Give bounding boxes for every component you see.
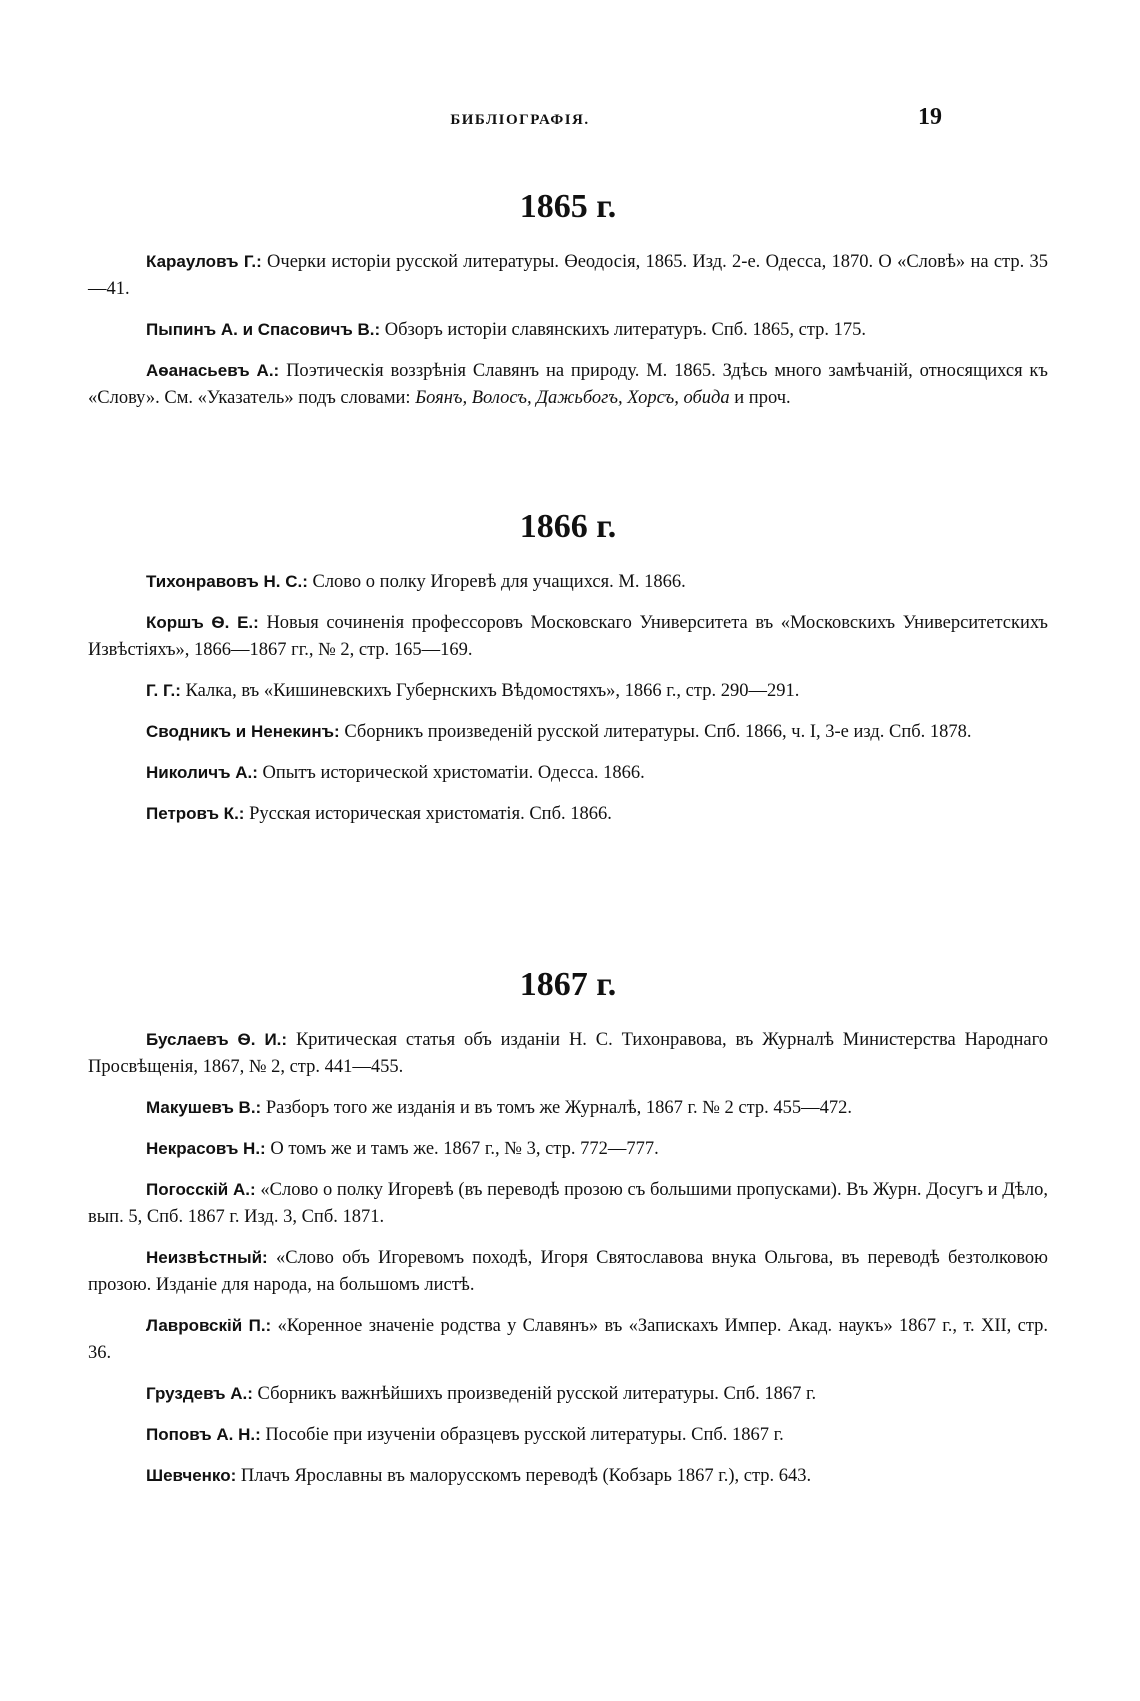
entry-author: Неизвѣстный: [146, 1248, 268, 1267]
entry-text: Сборникъ важнѣйшихъ произведеній русской литературы. Спб. 1867 г. [257, 1384, 817, 1404]
entry-text: Опытъ исторической христоматіи. Одесса. 1866. [262, 763, 645, 783]
entry-author: Поповъ А. Н.: [146, 1425, 261, 1444]
entry-author: Сводникъ и Ненекинъ: [146, 722, 340, 741]
bibliography-entry [88, 1176, 1048, 1231]
entry-author: Аѳанасьевъ А.: [146, 361, 280, 380]
entry-author: Некрасовъ Н.: [146, 1139, 266, 1158]
entry-author: Тихонравовъ Н. С.: [146, 572, 308, 591]
section-1867 [88, 966, 1048, 1503]
bibliography-entry [88, 759, 1048, 787]
bibliography-entry [88, 248, 1048, 303]
entry-tail: и проч. [734, 388, 791, 408]
entry-author: Шевченко: [146, 1466, 237, 1485]
bibliography-entry [88, 800, 1048, 828]
entry-author: Николичъ А.: [146, 763, 258, 782]
entry-text: Калка, въ «Кишиневскихъ Губернскихъ Вѣдомостяхъ», 1866 г., стр. 290—291. [185, 681, 800, 701]
section-year-heading: 1867 г. [519, 966, 617, 1003]
bibliography-entry [88, 1421, 1048, 1449]
entry-author: Г. Г.: [146, 681, 181, 700]
bibliography-entry [88, 609, 1048, 664]
entry-text: «Слово о полку Игоревѣ (въ переводѣ прозою съ большими пропусками). Въ Журн. Досугъ и Дѣло, вып. 5, Спб. 1867 г. Изд. 3, Спб. 1871. [88, 1180, 1048, 1227]
bibliography-entry [88, 1026, 1048, 1081]
entry-text: Русская историческая христоматія. Спб. 1866. [249, 804, 612, 824]
bibliography-entry [88, 1094, 1048, 1122]
entry-author: Пыпинъ А. и Спасовичъ В.: [146, 320, 381, 339]
bibliography-entry [88, 568, 1048, 596]
bibliography-entry [88, 1312, 1048, 1367]
entry-text: Слово о полку Игоревѣ для учащихся. М. 1866. [312, 572, 686, 592]
entry-author: Коршъ Ѳ. Е.: [146, 613, 259, 632]
bibliography-entry [88, 1135, 1048, 1163]
bibliography-entry [88, 1462, 1048, 1490]
entry-text: «Слово объ Игоревомъ походѣ, Игоря Святославова внука Ольгова, въ переводѣ безтолковою прозою. Изданіе для народа, на большомъ листѣ. [88, 1248, 1049, 1295]
entry-text: Пособіе при изученіи образцевъ русской литературы. Спб. 1867 г. [265, 1425, 784, 1445]
section-year-heading: 1865 г. [519, 188, 617, 225]
entry-text: О томъ же и тамъ же. 1867 г., № 3, стр. 772—777. [270, 1139, 659, 1159]
section-1866 [88, 508, 1048, 841]
entry-text: Плачъ Ярославны въ малорусскомъ переводѣ (Кобзарь 1867 г.), стр. 643. [240, 1466, 812, 1486]
section-year-heading: 1866 г. [519, 508, 617, 545]
section-1865 [88, 188, 1048, 425]
entry-text: Сборникъ произведеній русской литературы. Спб. 1866, ч. I, 3-е изд. Спб. 1878. [344, 722, 972, 742]
entry-text: Обзоръ исторіи славянскихъ литературъ. Спб. 1865, стр. 175. [384, 320, 867, 340]
bibliography-entry [88, 718, 1048, 746]
entry-author: Груздевъ А.: [146, 1384, 253, 1403]
entry-author: Петровъ К.: [146, 804, 245, 823]
bibliography-entry [88, 1380, 1048, 1408]
entry-italic-terms: Боянъ, Волосъ, Дажьбогъ, Хорсъ, обида [415, 388, 730, 408]
bibliography-entry [88, 677, 1048, 705]
entry-author: Макушевъ В.: [146, 1098, 262, 1117]
entry-author: Погосскій А.: [146, 1180, 256, 1199]
entry-text: Разборъ того же изданія и въ томъ же Журналѣ, 1867 г. № 2 стр. 455—472. [265, 1098, 853, 1118]
entry-text: Новыя сочиненія профессоровъ Московскаго Университета въ «Московскихъ Университетскихъ Извѣстіяхъ», 1866—1867 гг., № 2, стр. 165—169. [88, 613, 1049, 660]
entry-text: Очерки исторіи русской литературы. Өеодосія, 1865. Изд. 2-е. Одесса, 1870. О «Словѣ» на стр. 35—41. [88, 252, 1048, 299]
running-header [0, 104, 1140, 142]
bibliography-entry [88, 316, 1048, 344]
bibliography-entry [88, 1244, 1048, 1299]
entry-text: Критическая статья объ изданіи Н. С. Тихонравова, въ Журналѣ Министерства Народнаго Просвѣщенія, 1867, № 2, стр. 441—455. [88, 1030, 1049, 1077]
entry-text: Поэтическія воззрѣнія Славянъ на природу. М. 1865. Здѣсь много замѣчаній, относящихся къ «Слову». См. «Указатель» подъ словами: [88, 361, 1048, 408]
bibliography-entry [88, 357, 1048, 412]
running-title: БИБЛІОГРАФІЯ. [450, 112, 590, 128]
entry-author: Буслаевъ Ѳ. И.: [146, 1030, 288, 1049]
entry-author: Карауловъ Г.: [146, 252, 262, 271]
entry-author: Лавровскій П.: [146, 1316, 272, 1335]
entry-text: «Коренное значеніе родства у Славянъ» въ «Запискахъ Импер. Акад. наукъ» 1867 г., т. XII, стр. 36. [88, 1316, 1049, 1363]
page-number: 19 [918, 104, 942, 130]
